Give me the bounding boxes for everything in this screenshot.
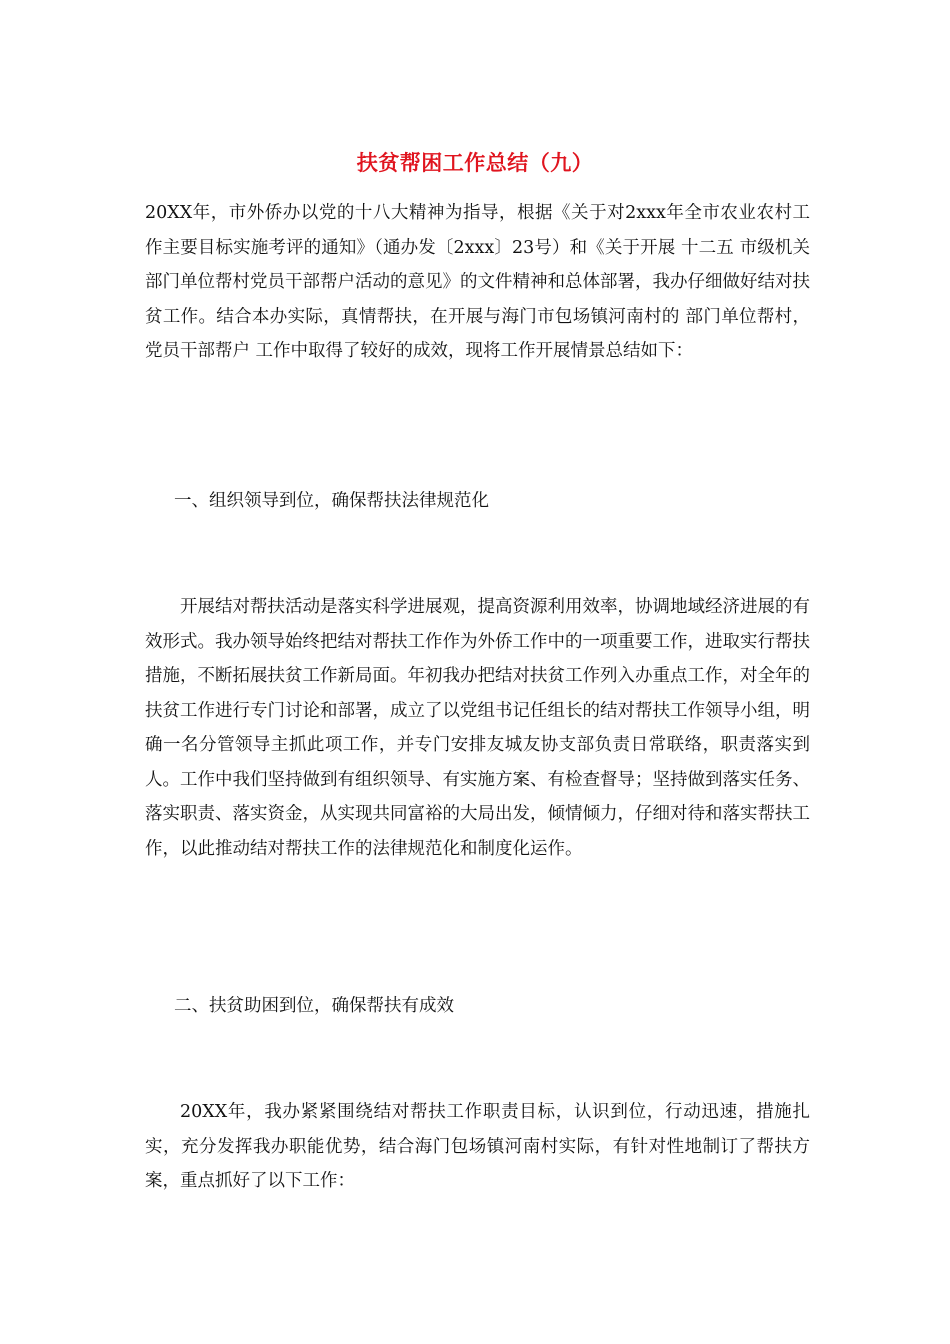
section-body-2: 20XX年，我办紧紧围绕结对帮扶工作职责目标，认识到位，行动迅速，措施扎实，充分发挥我办职能优势，结合海门包场镇河南村实际，有针对性地制订了帮扶方案，重点抓好了以下工作： xyxy=(145,1102,810,1191)
document-title: 扶贫帮困工作总结（九） xyxy=(356,150,594,175)
section-heading-1: 一、组织领导到位，确保帮扶法律规范化 xyxy=(174,491,489,511)
section-body-1: 开展结对帮扶活动是落实科学进展观，提高资源利用效率，协调地域经济进展的有效形式。我办领导始终把结对帮扶工作作为外侨工作中的一项重要工作，进取实行帮扶措施，不断拓展扶贫工作新局面。年初我办把结对扶贫工作列入办重点工作，对全年的扶贫工作进行专门讨论和部署，成立了以党组书记任组长的结对帮扶工作领导小组，明确一名分管领导主抓此项工作，并专门安排友城友协支部负责日常联络，职责落实到人。工作中我们坚持做到有组织领导、有实施方案、有检查督导；坚持做到落实任务、落实职责、落实资金，从实现共同富裕的大局出发，倾情倾力，仔细对待和落实帮扶工作，以此推动结对帮扶工作的法律规范化和制度化运作。 xyxy=(145,597,810,859)
intro-paragraph: 20XX年，市外侨办以党的十八大精神为指导，根据《关于对2xxx年全市农业农村工作主要目标实施考评的通知》（通办发〔2xxx〕23号）和《关于开展 十二五 市级机关部门单位帮村党员干部帮户活动的意见》的文件精神和总体部署，我办仔细做好结对扶贫工作。结合本办实际，真情帮扶，在开展与海门市包场镇河南村的 部门单位帮村，党员干部帮户 工作中取得了较好的成效，现将工作开展情景总结如下： xyxy=(145,203,810,361)
section-heading-2: 二、扶贫助困到位，确保帮扶有成效 xyxy=(174,996,454,1016)
